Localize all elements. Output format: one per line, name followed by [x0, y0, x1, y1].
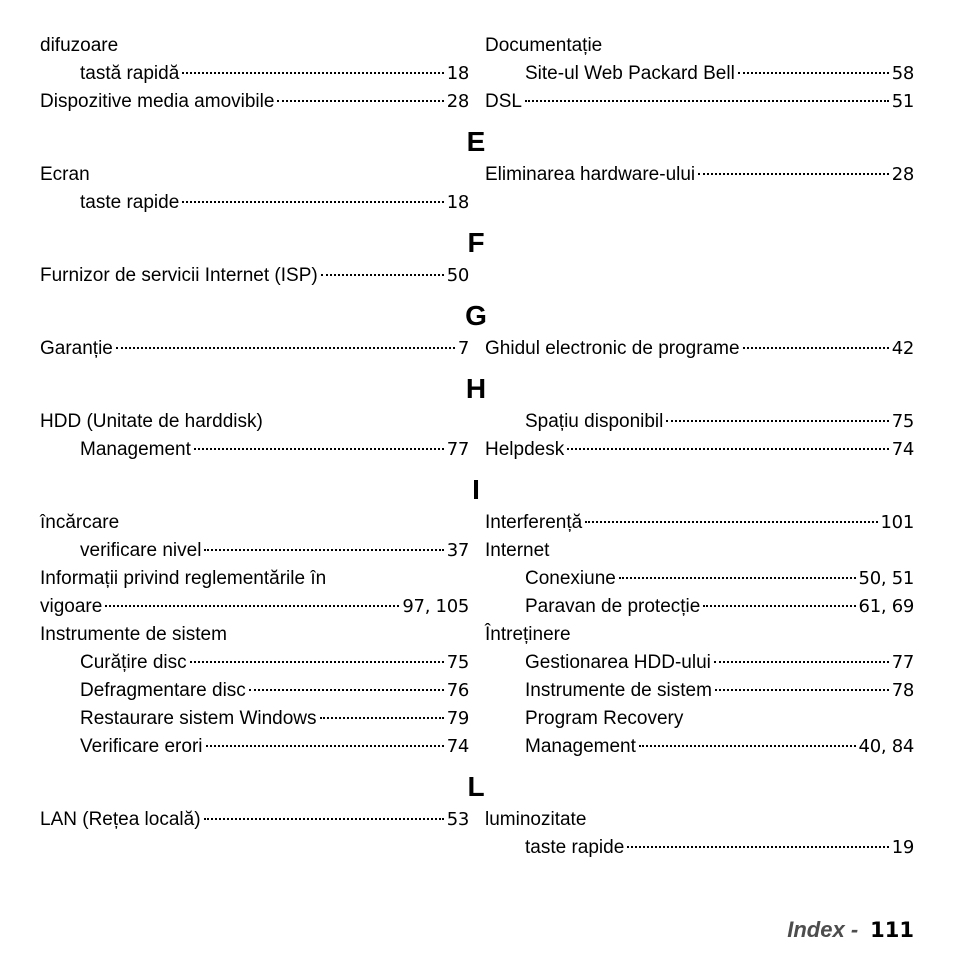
- dot-leader: [743, 347, 889, 349]
- page-number: 75: [891, 411, 914, 432]
- page-number: 40, 84: [858, 736, 914, 757]
- dot-leader: [525, 100, 889, 102]
- index-term: Documentație: [485, 35, 603, 56]
- dot-leader: [116, 347, 455, 349]
- index-term: tastă rapidă: [80, 63, 180, 84]
- index-sub-entry: [80, 677, 469, 705]
- index-heading-entry: [40, 621, 469, 649]
- index-entry: [485, 88, 914, 116]
- index-term: vigoare: [40, 596, 103, 617]
- page-number: 53: [446, 809, 469, 830]
- index-entry: [40, 806, 469, 834]
- page-number: 50, 51: [858, 568, 914, 589]
- index-term: Furnizor de servicii Internet (ISP): [40, 265, 318, 286]
- index-entry: [40, 335, 469, 363]
- index-sub-entry: [525, 593, 914, 621]
- index-term: taste rapide: [525, 837, 625, 858]
- dot-leader: [105, 605, 399, 607]
- page-number: 37: [446, 540, 469, 561]
- index-heading-entry: [485, 32, 914, 60]
- page-number: 74: [446, 736, 469, 757]
- index-heading-entry: [485, 537, 914, 565]
- page-number: 77: [446, 439, 469, 460]
- page-number: 97, 105: [402, 596, 469, 617]
- index-term: verificare nivel: [80, 540, 202, 561]
- section-letter-f: F: [467, 227, 485, 258]
- page-number: 74: [891, 439, 914, 460]
- dot-leader: [277, 100, 443, 102]
- index-term: Curățire disc: [80, 652, 187, 673]
- index-heading-entry: [40, 565, 469, 593]
- index-term: luminozitate: [485, 809, 587, 830]
- footer-page-number: 111: [870, 918, 914, 942]
- index-term: încărcare: [40, 512, 120, 533]
- index-sub-entry: [525, 677, 914, 705]
- index-term: Paravan de protecție: [525, 596, 701, 617]
- index-term: Internet: [485, 540, 550, 561]
- dot-leader: [619, 577, 856, 579]
- index-heading-entry: [40, 161, 469, 189]
- index-heading-entry: [485, 621, 914, 649]
- page-number: 75: [446, 652, 469, 673]
- index-sub-entry: [80, 60, 469, 88]
- page-number: 50: [446, 265, 469, 286]
- index-term: Conexiune: [525, 568, 616, 589]
- dot-leader: [204, 818, 444, 820]
- index-entry: [485, 436, 914, 464]
- index-term: Ecran: [40, 164, 90, 185]
- page-number: 42: [891, 338, 914, 359]
- dot-leader: [321, 274, 444, 276]
- section-letter-h: H: [465, 373, 487, 404]
- dot-leader: [204, 549, 443, 551]
- dot-leader: [182, 72, 443, 74]
- index-entry: [40, 88, 469, 116]
- section-letter-g: G: [465, 300, 487, 331]
- dot-leader: [698, 173, 889, 175]
- dot-leader: [190, 661, 444, 663]
- index-sub-entry: [80, 705, 469, 733]
- dot-leader: [206, 745, 444, 747]
- index-term: taste rapide: [80, 192, 180, 213]
- dot-leader: [567, 448, 888, 450]
- index-term: Garanție: [40, 338, 113, 359]
- index-term: Site-ul Web Packard Bell: [525, 63, 735, 84]
- page-number: 51: [891, 91, 914, 112]
- index-term: Management: [525, 736, 636, 757]
- index-entry: [40, 262, 469, 290]
- index-sub-entry: [525, 60, 914, 88]
- index-term: Program Recovery: [525, 708, 684, 729]
- section-letter-l: L: [467, 771, 485, 802]
- index-term: Management: [80, 439, 191, 460]
- index-term: Spațiu disponibil: [525, 411, 664, 432]
- page-footer: [787, 915, 914, 945]
- page-number: 18: [446, 192, 469, 213]
- page-number: 78: [891, 680, 914, 701]
- index-term: Defragmentare disc: [80, 680, 246, 701]
- index-term: Gestionarea HDD-ului: [525, 652, 711, 673]
- page-number: 101: [880, 512, 914, 533]
- index-sub-entry: [525, 408, 914, 436]
- index-term: Instrumente de sistem: [525, 680, 712, 701]
- dot-leader: [585, 521, 877, 523]
- index-entry: [485, 509, 914, 537]
- index-term: Dispozitive media amovibile: [40, 91, 275, 112]
- dot-leader: [738, 72, 889, 74]
- page-number: 76: [446, 680, 469, 701]
- dot-leader: [715, 689, 889, 691]
- index-term: Restaurare sistem Windows: [80, 708, 317, 729]
- index-sub-entry: [525, 649, 914, 677]
- index-sub-entry: [80, 189, 469, 217]
- dot-leader: [714, 661, 889, 663]
- index-heading-entry: [40, 408, 469, 436]
- footer-label: Index -: [787, 917, 859, 942]
- index-term: Instrumente de sistem: [40, 624, 227, 645]
- index-sub-entry: [80, 537, 469, 565]
- page-number: 79: [446, 708, 469, 729]
- page-number: 28: [446, 91, 469, 112]
- page-number: 7: [457, 338, 469, 359]
- index-heading-entry: [40, 509, 469, 537]
- section-letter-i: I: [472, 474, 480, 505]
- index-term: LAN (Rețea locală): [40, 809, 201, 830]
- index-sub-heading-entry: [525, 705, 914, 733]
- index-term: difuzoare: [40, 35, 119, 56]
- dot-leader: [703, 605, 855, 607]
- index-term: DSL: [485, 91, 522, 112]
- index-term: Helpdesk: [485, 439, 565, 460]
- index-sub-entry: [525, 733, 914, 761]
- dot-leader: [320, 717, 444, 719]
- dot-leader: [249, 689, 444, 691]
- index-sub-entry: [80, 649, 469, 677]
- index-term: Ghidul electronic de programe: [485, 338, 740, 359]
- page-number: 19: [891, 837, 914, 858]
- dot-leader: [194, 448, 444, 450]
- index-term: Informații privind reglementările în: [40, 568, 327, 589]
- dot-leader: [666, 420, 888, 422]
- page-number: 58: [891, 63, 914, 84]
- page-number: 28: [891, 164, 914, 185]
- index-sub-entry: [525, 565, 914, 593]
- index-sub-entry: [525, 834, 914, 862]
- section-letter-e: E: [466, 126, 486, 157]
- index-term: Întreținere: [485, 624, 571, 645]
- dot-leader: [639, 745, 856, 747]
- index-entry: [40, 593, 469, 621]
- index-entry: [485, 161, 914, 189]
- page-number: 77: [891, 652, 914, 673]
- index-sub-entry: [80, 436, 469, 464]
- index-term: Verificare erori: [80, 736, 203, 757]
- index-heading-entry: [485, 806, 914, 834]
- index-entry: [485, 335, 914, 363]
- index-term: HDD (Unitate de harddisk): [40, 411, 263, 432]
- dot-leader: [182, 201, 443, 203]
- dot-leader: [627, 846, 888, 848]
- page-number: 61, 69: [858, 596, 914, 617]
- index-term: Interferență: [485, 512, 583, 533]
- page-number: 18: [446, 63, 469, 84]
- index-term: Eliminarea hardware-ului: [485, 164, 696, 185]
- index-heading-entry: [40, 32, 469, 60]
- index-sub-entry: [80, 733, 469, 761]
